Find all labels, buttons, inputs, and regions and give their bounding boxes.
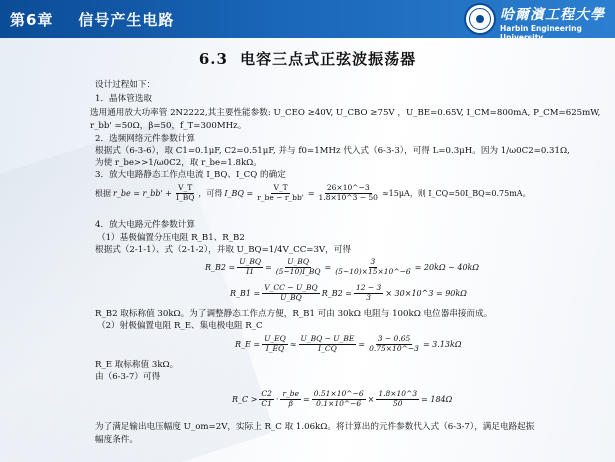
step1-heading: 1．晶体管选取 <box>95 94 153 104</box>
re-nominal-note: R_E 取标称值 3kΩ。 <box>95 360 179 370</box>
rb1-result: × 30×10^3 = 90kΩ <box>385 288 467 298</box>
rb2-frac2 <box>274 258 323 276</box>
re-eq: = <box>358 339 366 349</box>
re-lhs: R_E = <box>235 339 261 349</box>
rb1-mid: R_B2 = <box>321 288 352 298</box>
ibq-num1: V_T <box>273 183 288 192</box>
rb1-frac2 <box>354 284 383 302</box>
re-n3: 3 − 0.65 <box>377 334 411 343</box>
rb2-equation: R_B2 = $\frac{U\_BQ}{I1}$ = $\frac{U\_BQ}{(5\sim 10)I\_BQ}$ = $\frac{3}{(5\sim 10)\times 15\times 10\^{}-6}$ = 20kΩ ~ 40kΩ <box>205 257 480 276</box>
rb1-lhs: R_B1 = <box>230 288 261 298</box>
rc-frac4 <box>376 390 419 408</box>
ibq-text-a: 根据 <box>95 188 111 198</box>
rb2-d2: (5~10)I_BQ <box>275 266 321 276</box>
rbe-num: V_T <box>178 183 193 192</box>
ibq-text-c: ≈15μA，则 I_CQ=50I_BQ=0.75mA。 <box>381 188 531 198</box>
ibq-equation-line <box>95 184 531 202</box>
design-intro: 设计过程如下： <box>95 80 156 90</box>
rc-n1: C2 <box>261 389 272 398</box>
rc-x: × <box>367 394 375 404</box>
network-calc-cont: 为使 r_be>>1/ω0C2，取 r_be=1.8kΩ。 <box>95 158 262 168</box>
ibq-num2: 26×10^−3 <box>326 183 370 192</box>
ibq-fraction-1 <box>255 184 306 202</box>
rb2-n1: U_BQ <box>239 257 261 266</box>
re-equation <box>235 335 461 353</box>
rbe-fraction <box>174 184 196 202</box>
university-emblem-icon <box>464 3 496 35</box>
rc-lhs: R_C > <box>232 394 258 404</box>
rbe-lhs: r_be = r_bb' + <box>113 188 172 198</box>
step4-2-heading: （2）射极偏置电阻 R_E、集电极电阻 R_C <box>97 321 263 331</box>
rc-d2: β <box>288 398 293 408</box>
section-title: 6.3 电容三点式正弦波振荡器 <box>198 50 417 68</box>
header-bar <box>0 0 615 42</box>
rb2-n2: U_BQ <box>287 257 309 266</box>
rb1-frac1 <box>262 284 319 302</box>
rb2-n3: 3 <box>370 257 376 266</box>
re-d3: 0.75×10^−3 <box>369 343 419 353</box>
step4-heading: 4．放大电路元件参数计算 <box>95 220 195 230</box>
rc-d1: C1 <box>261 398 272 408</box>
rb2-d1: I1 <box>246 266 254 276</box>
step4-1-heading: （1）基极偏置分压电阻 R_B1、R_B2 <box>97 233 245 243</box>
rb1-equation <box>230 284 467 302</box>
step3-heading: 3．放大电路静态工作点电流 I_BQ、I_CQ 的确定 <box>95 170 286 180</box>
rc-frac2 <box>280 390 301 408</box>
bias-intro: 根据式（2-1-1）、式（2-1-2），并取 U_BQ=1/4V_CC=3V，可得 <box>95 245 351 255</box>
rc-d4: 50 <box>392 398 403 408</box>
re-n2: U_BQ − U_BE <box>300 334 355 343</box>
rc-n4: 1.8×10^3 <box>378 389 418 398</box>
re-n1: U_EQ <box>264 334 286 343</box>
re-result: = 3.13kΩ <box>422 339 462 349</box>
rc-frac1 <box>259 390 274 408</box>
rc-mid: · <box>275 394 279 404</box>
rc-equation <box>232 390 452 408</box>
rb2-d3: (5~10)×15×10^−6 <box>335 266 411 276</box>
rc-n2: r_be <box>282 389 300 398</box>
rc-result: = 184Ω <box>421 394 453 404</box>
rc-frac3 <box>312 390 366 408</box>
chapter-title: 第6章 信号产生电路 <box>10 10 175 29</box>
re-frac2 <box>299 335 357 353</box>
rb2-lhs: R_B2 = <box>205 262 236 272</box>
step2-heading: 2．选频网络元件参数计算 <box>95 134 195 144</box>
rc-n3: 0.51×10^−6 <box>313 389 364 398</box>
rb1-d2: 3 <box>366 292 372 302</box>
ibq-den2: 1.8×10^3 − 50 <box>318 192 378 202</box>
ibq-text-b: ，可得 <box>198 188 223 198</box>
university-name-en: Harbin Engineering University <box>500 24 582 42</box>
rb2-frac1 <box>237 258 263 276</box>
re-frac3 <box>367 335 421 353</box>
re-d1: I_EQ <box>265 343 285 353</box>
rb2-result: = 20kΩ ~ 40kΩ <box>414 262 480 272</box>
re-approx: ≈ <box>289 339 297 349</box>
re-d2: I_CQ <box>318 343 337 353</box>
rc-d3: 0.1×10^−6 <box>316 398 362 408</box>
rc-intro: 由（6-3-7）可得 <box>95 372 161 382</box>
transistor-params-cont: r_bb' =50Ω，β=50，f_T=300MHz。 <box>90 121 247 131</box>
network-calc: 根据式（6-3-6），取 C1=0.1μF, C2=0.51μF, 并与 f0=1MHz 代入式（6-3-3），可得 L=0.3μH。因为 1/ω0C2=0.31Ω, <box>95 146 570 156</box>
rb1-d1: U_BQ <box>280 292 302 302</box>
ibq-den1: r_be − r_bb' <box>257 192 304 202</box>
rbe-den: I_BQ <box>175 192 195 202</box>
university-name-cn: 哈爾濱工程大學 <box>500 7 605 23</box>
ibq-fraction-2 <box>317 184 380 202</box>
rb2-nominal-note: R_B2 取标称值 30kΩ。为了调整静态工作点方便，R_B1 可由 30kΩ 电阻与 100kΩ 电位器串接而成。 <box>95 309 493 319</box>
ibq-eq: = <box>307 188 315 198</box>
conclusion: 为了满足输出电压幅度 U_om=2V，实际上 R_C 取 1.06kΩ。将计算出的元件参数代入式（6-3-7），满足电路起振 <box>95 422 535 432</box>
ibq-lhs: I_BQ = <box>224 188 254 198</box>
rb2-frac3 <box>333 258 412 276</box>
rc-eq: = <box>303 394 310 404</box>
transistor-params: 选用通用放大功率管 2N2222,其主要性能参数: U_CEO ≥40V, U_CBO ≥75V ，U_BE=0.65V, I_CM=800mA, P_CM=625mW, <box>90 108 601 118</box>
rb1-n2: 12 − 3 <box>355 283 382 292</box>
conclusion-cont: 幅度条件。 <box>95 435 138 445</box>
re-frac1 <box>262 335 288 353</box>
rb1-n1: V_CC − U_BQ <box>264 283 318 292</box>
